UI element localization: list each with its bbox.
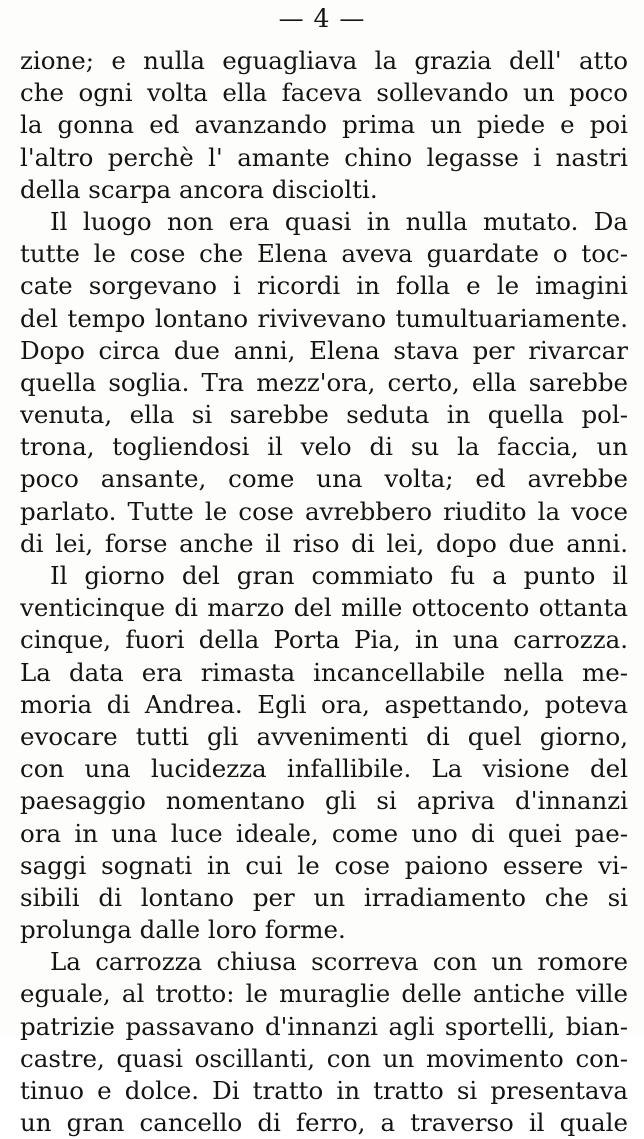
text-line: Il giorno del gran commiato fu a punto il <box>50 561 628 590</box>
text-line: moria di Andrea. Egli ora, aspettando, poteva <box>20 689 628 719</box>
text-line: ora in una luce ideale, come uno di quei pae- <box>20 818 628 848</box>
text-line: saggi sognati in cui le cose paiono essere vi- <box>20 850 628 880</box>
text-line: un gran cancello di ferro, a traverso il quale <box>20 1108 628 1138</box>
paragraph-2 <box>20 206 628 560</box>
text-line: paesaggio nomentano gli si apriva d'innanzi <box>20 786 628 816</box>
text-line: evocare tutti gli avvenimenti di quel giorno, <box>20 721 628 751</box>
text-line: con una lucidezza infallibile. La visione del <box>20 754 628 784</box>
text-line: che ogni volta ella faceva sollevando un poco <box>20 78 628 108</box>
text-line: La carrozza chiusa scorreva con un romore <box>50 947 628 977</box>
text-line: castre, quasi oscillanti, con un movimento con- <box>20 1043 628 1073</box>
body-text <box>20 45 628 1139</box>
text-line: La data era rimasta incancellabile nella me- <box>20 657 628 687</box>
paragraph-4 <box>20 946 628 1139</box>
text-line: Il luogo non era quasi in nulla mutato. Da <box>50 206 628 236</box>
text-line: quella soglia. Tra mezz'ora, certo, ella sarebbe <box>20 367 628 397</box>
text-line: sibili di lontano per un irradiamento che si <box>20 882 628 912</box>
text-line: parlato. Tutte le cose avrebbero riudito la voce <box>20 496 628 526</box>
text-line: zione; e nulla eguagliava la grazia dell' atto <box>20 46 628 75</box>
text-line: tutte le cose che Elena aveva guardate o toc- <box>20 239 628 269</box>
paragraph-3 <box>20 560 628 946</box>
page-number: — 4 — <box>278 4 366 33</box>
text-line: della scarpa ancora disciolti. <box>20 174 378 204</box>
text-line: venticinque di marzo del mille ottocento ottanta <box>20 593 628 623</box>
text-line: la gonna ed avanzando prima un piede e poi <box>20 110 628 140</box>
text-line: prolunga dalle loro forme. <box>20 915 346 945</box>
text-line: poco ansante, come una volta; ed avrebbe <box>20 464 628 494</box>
text-line: cinque, fuori della Porta Pia, in una carrozza. <box>20 625 628 655</box>
text-line: l'altro perchè l' amante chino legasse i nastri <box>20 142 628 172</box>
text-line: del tempo lontano rivivevano tumultuariamente. <box>20 303 628 333</box>
text-line: tinuo e dolce. Di tratto in tratto si presentava <box>20 1076 628 1105</box>
text-line: cate sorgevano i ricordi in folla e le imagini <box>20 271 628 301</box>
text-line: patrizie passavano d'innanzi agli sportelli, bian- <box>20 1011 628 1041</box>
text-line: Dopo circa due anni, Elena stava per rivarcar <box>20 335 628 365</box>
text-line: eguale, al trotto: le muraglie delle antiche ville <box>20 979 628 1009</box>
paragraph-1 <box>20 45 628 206</box>
text-line: venuta, ella si sarebbe seduta in quella pol- <box>20 400 628 430</box>
text-line: trona, togliendosi il velo di su la faccia, un <box>20 432 628 462</box>
text-line: di lei, forse anche il riso di lei, dopo due anni. <box>20 528 628 558</box>
